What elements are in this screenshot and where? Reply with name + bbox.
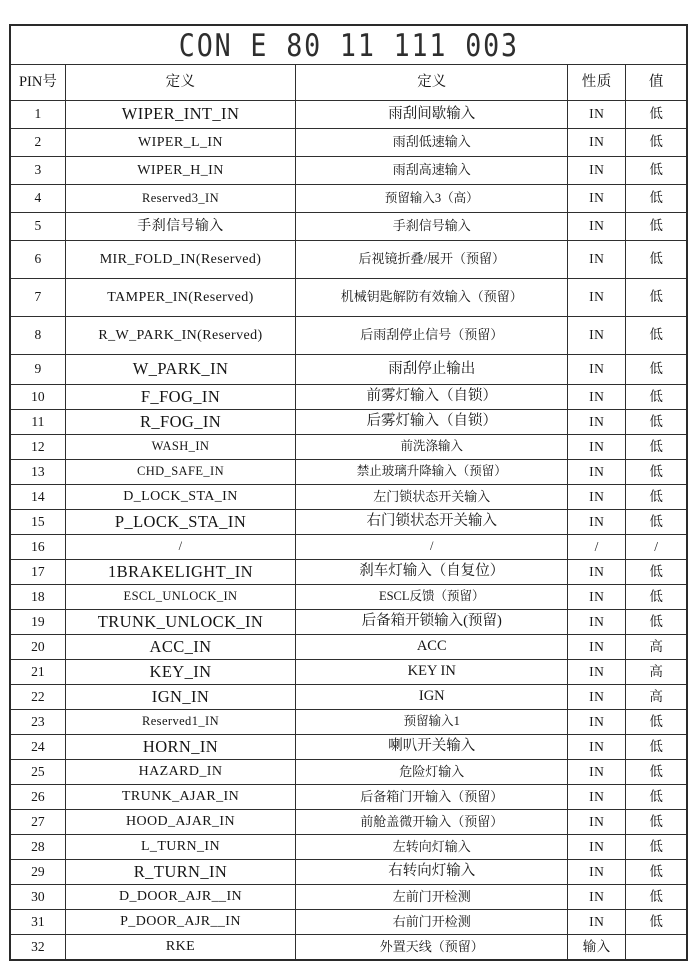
table-header-row [11,64,686,100]
cell-nature: IN [567,710,625,734]
cell-value: / [625,535,686,559]
cell-signal-name: P_DOOR_AJR__IN [65,910,295,934]
cell-value: 低 [625,185,686,212]
cell-pin-number: 14 [31,488,45,504]
cell-pin-number: 32 [31,938,45,954]
cell-signal-name: IGN_IN [65,685,295,709]
cell-value: 低 [625,435,686,459]
cell-pin-number: 28 [31,838,45,854]
table-row [11,884,686,909]
cell-value: 低 [625,785,686,809]
cell-signal-name: Reserved3_IN [65,185,295,212]
table-row [11,484,686,509]
table-row [11,384,686,409]
cell-nature: IN [567,735,625,759]
cell-signal-description: 预留输入1 [295,710,567,734]
cell-signal-name: WIPER_INT_IN [65,101,295,128]
cell-signal-description: ESCL反馈（预留） [295,585,567,609]
cell-signal-description: 后雨刮停止信号（预留） [295,317,567,354]
cell-nature: IN [567,485,625,509]
table-row [11,784,686,809]
cell-pin-number: 26 [31,788,45,804]
cell-signal-description: 左转向灯输入 [295,835,567,859]
cell-value: 高 [625,685,686,709]
cell-value: 低 [625,510,686,534]
table-row [11,609,686,634]
cell-signal-name: CHD_SAFE_IN [65,460,295,484]
cell-value: 低 [625,560,686,584]
cell-value: 低 [625,710,686,734]
cell-nature: IN [567,241,625,278]
cell-pin-number: 3 [34,162,42,178]
cell-signal-description: KEY IN [295,660,567,684]
cell-pin-number: 24 [31,738,45,754]
cell-signal-name: ESCL_UNLOCK_IN [65,585,295,609]
table-row [11,354,686,384]
cell-pin-number: 23 [31,713,45,729]
cell-signal-name: 1BRAKELIGHT_IN [65,560,295,584]
table-row [11,559,686,584]
table-row [11,909,686,934]
header-pin: PIN号 [18,73,57,90]
cell-signal-description: 右门锁状态开关输入 [295,510,567,534]
cell-value: 低 [625,910,686,934]
cell-signal-name: TAMPER_IN(Reserved) [65,279,295,316]
cell-signal-description: 雨刮停止输出 [295,355,567,384]
cell-value: 低 [625,835,686,859]
cell-nature: IN [567,355,625,384]
cell-nature: IN [567,510,625,534]
cell-signal-name: W_PARK_IN [65,355,295,384]
cell-signal-description: 雨刮间歇输入 [295,101,567,128]
cell-nature: IN [567,435,625,459]
cell-value: 低 [625,213,686,240]
cell-pin-number: 20 [31,638,45,654]
table-row [11,240,686,278]
table-row [11,684,686,709]
table-row [11,128,686,156]
cell-signal-description: ACC [295,635,567,659]
cell-value: 低 [625,485,686,509]
cell-signal-name: D_DOOR_AJR__IN [65,885,295,909]
cell-value: 低 [625,355,686,384]
cell-value: 低 [625,885,686,909]
cell-signal-description: 后雾灯输入（自锁） [295,410,567,434]
cell-signal-description: 预留输入3（高） [295,185,567,212]
cell-signal-name: R_W_PARK_IN(Reserved) [65,317,295,354]
cell-signal-description: 前舱盖微开输入（预留） [295,810,567,834]
cell-pin-number: 4 [34,190,42,206]
table-row [11,156,686,184]
cell-nature: IN [567,610,625,634]
cell-nature: IN [567,385,625,409]
cell-signal-name: P_LOCK_STA_IN [65,510,295,534]
cell-pin-number: 21 [31,663,45,679]
cell-signal-name: HAZARD_IN [65,760,295,784]
cell-signal-name: 手刹信号输入 [65,213,295,240]
cell-signal-description: 后备箱开锁输入(预留) [295,610,567,634]
cell-signal-description: / [295,535,567,559]
cell-signal-name: HOOD_AJAR_IN [65,810,295,834]
cell-pin-number: 29 [31,863,45,879]
cell-signal-description: 前雾灯输入（自锁） [295,385,567,409]
cell-value: 低 [625,410,686,434]
cell-pin-number: 15 [31,513,45,529]
table-row [11,278,686,316]
cell-value: 低 [625,101,686,128]
cell-value: 低 [625,241,686,278]
cell-pin-number: 30 [31,888,45,904]
table-row [11,534,686,559]
cell-nature: IN [567,860,625,884]
cell-pin-number: 25 [31,763,45,779]
cell-nature: IN [567,410,625,434]
cell-pin-number: 7 [34,289,42,305]
cell-signal-description: IGN [295,685,567,709]
cell-signal-name: F_FOG_IN [65,385,295,409]
cell-signal-name: / [65,535,295,559]
cell-nature: IN [567,685,625,709]
table-row [11,409,686,434]
cell-signal-name: MIR_FOLD_IN(Reserved) [65,241,295,278]
cell-signal-description: 右前门开检测 [295,910,567,934]
cell-pin-number: 11 [31,413,45,429]
cell-value: 低 [625,860,686,884]
cell-signal-description: 左门锁状态开关输入 [295,485,567,509]
cell-nature: IN [567,585,625,609]
header-nature: 性质 [567,65,625,100]
cell-signal-name: R_TURN_IN [65,860,295,884]
cell-signal-description: 后备箱门开输入（预留） [295,785,567,809]
cell-pin-number: 13 [31,463,45,479]
cell-pin-number: 5 [34,218,42,234]
cell-signal-name: L_TURN_IN [65,835,295,859]
cell-nature: IN [567,460,625,484]
cell-nature: IN [567,279,625,316]
connector-title: CON E 80 11 111 003 [178,26,519,64]
table-row [11,834,686,859]
cell-value: 低 [625,157,686,184]
cell-pin-number: 16 [31,538,45,554]
cell-signal-name: KEY_IN [65,660,295,684]
table-row [11,734,686,759]
cell-nature: IN [567,785,625,809]
cell-signal-name: TRUNK_AJAR_IN [65,785,295,809]
cell-signal-description: 危险灯输入 [295,760,567,784]
table-row [11,212,686,240]
cell-nature: IN [567,885,625,909]
cell-signal-description: 手刹信号输入 [295,213,567,240]
cell-signal-description: 刹车灯输入（自复位） [295,560,567,584]
cell-signal-name: RKE [65,935,295,959]
cell-nature: IN [567,101,625,128]
cell-pin-number: 12 [31,438,45,454]
cell-nature: IN [567,760,625,784]
cell-pin-number: 17 [31,563,45,579]
cell-pin-number: 2 [34,134,42,150]
table-row [11,184,686,212]
table-row [11,709,686,734]
cell-signal-name: HORN_IN [65,735,295,759]
cell-pin-number: 27 [31,813,45,829]
table-row [11,584,686,609]
cell-value: 低 [625,760,686,784]
header-def2: 定义 [295,65,567,100]
cell-nature: / [567,535,625,559]
cell-signal-name: TRUNK_UNLOCK_IN [65,610,295,634]
cell-value: 高 [625,635,686,659]
cell-pin-number: 18 [31,588,45,604]
cell-nature: 输入 [567,935,625,959]
cell-signal-name: R_FOG_IN [65,410,295,434]
cell-value: 低 [625,385,686,409]
cell-value [625,935,686,959]
header-value: 值 [625,65,686,100]
cell-signal-description: 雨刮高速输入 [295,157,567,184]
connector-pin-table [9,24,688,961]
cell-signal-description: 机械钥匙解防有效输入（预留） [295,279,567,316]
cell-nature: IN [567,317,625,354]
cell-value: 低 [625,810,686,834]
table-row [11,659,686,684]
cell-signal-name: Reserved1_IN [65,710,295,734]
cell-value: 低 [625,129,686,156]
cell-pin-number: 31 [31,913,45,929]
cell-signal-description: 雨刮低速输入 [295,129,567,156]
table-row [11,100,686,128]
cell-signal-description: 喇叭开关输入 [295,735,567,759]
cell-signal-name: ACC_IN [65,635,295,659]
cell-nature: IN [567,129,625,156]
cell-signal-name: WIPER_H_IN [65,157,295,184]
table-row [11,809,686,834]
cell-signal-description: 前洗涤输入 [295,435,567,459]
cell-value: 低 [625,460,686,484]
table-body [11,100,686,959]
cell-signal-description: 禁止玻璃升降输入（预留） [295,460,567,484]
table-row [11,316,686,354]
table-row [11,459,686,484]
cell-value: 低 [625,610,686,634]
cell-pin-number: 10 [31,388,45,404]
cell-nature: IN [567,213,625,240]
cell-signal-description: 左前门开检测 [295,885,567,909]
cell-nature: IN [567,635,625,659]
cell-signal-name: D_LOCK_STA_IN [65,485,295,509]
cell-pin-number: 8 [34,327,42,343]
cell-value: 低 [625,585,686,609]
table-row [11,509,686,534]
cell-nature: IN [567,810,625,834]
table-title-row [11,26,686,64]
cell-nature: IN [567,560,625,584]
cell-nature: IN [567,910,625,934]
cell-pin-number: 19 [31,613,45,629]
cell-pin-number: 9 [34,361,42,377]
cell-value: 低 [625,279,686,316]
cell-signal-name: WIPER_L_IN [65,129,295,156]
cell-signal-description: 外置天线（预留） [295,935,567,959]
cell-pin-number: 1 [34,106,42,122]
cell-value: 高 [625,660,686,684]
cell-signal-description: 后视镜折叠/展开（预留） [295,241,567,278]
cell-nature: IN [567,660,625,684]
cell-nature: IN [567,835,625,859]
cell-signal-name: WASH_IN [65,435,295,459]
header-def1: 定义 [65,65,295,100]
cell-pin-number: 22 [31,688,45,704]
table-row [11,759,686,784]
cell-nature: IN [567,157,625,184]
cell-nature: IN [567,185,625,212]
table-row [11,859,686,884]
table-row [11,634,686,659]
cell-pin-number: 6 [34,251,42,267]
table-row [11,934,686,959]
cell-value: 低 [625,317,686,354]
cell-value: 低 [625,735,686,759]
table-row [11,434,686,459]
cell-signal-description: 右转向灯输入 [295,860,567,884]
